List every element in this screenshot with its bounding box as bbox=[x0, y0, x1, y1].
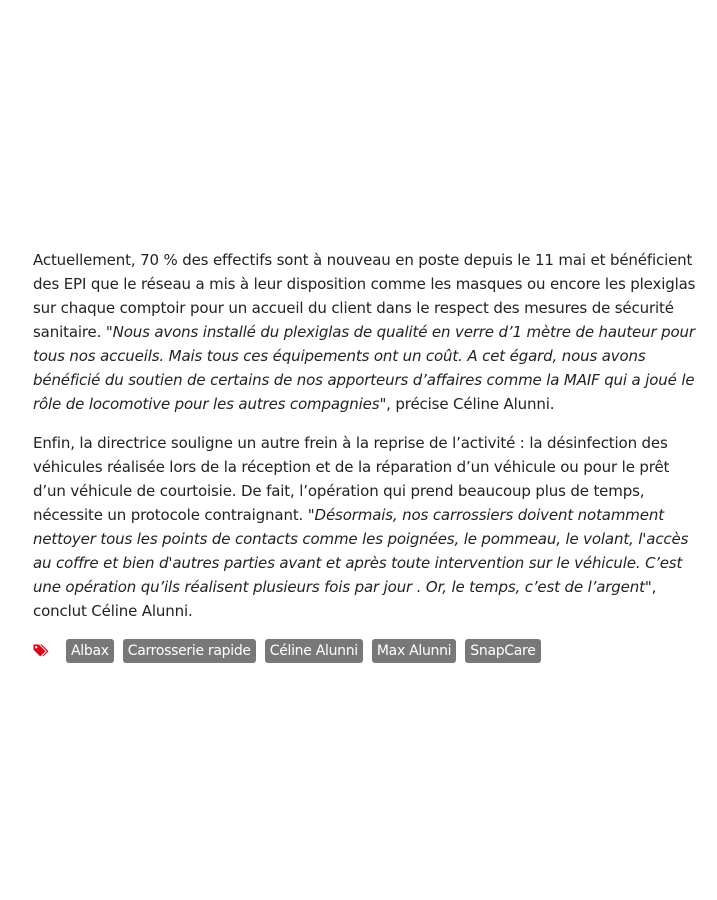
article-paragraph-1 bbox=[33, 248, 697, 416]
tags-icon bbox=[33, 643, 49, 659]
tag-link-snapcare[interactable]: SnapCare bbox=[465, 639, 540, 663]
tag-link-celine-alunni[interactable]: Céline Alunni bbox=[265, 639, 363, 663]
tag-link-albax[interactable]: Albax bbox=[66, 639, 114, 663]
tag-link-max-alunni[interactable]: Max Alunni bbox=[372, 639, 456, 663]
paragraph-2-quote: Désormais, nos carrossiers doivent notamment nettoyer tous les points de contacts comme les poignées, le pommeau, le volant, l'accès au coffre et bien d'autres parties avant et après toute intervention sur le véhicule. C’est une opération qu’ils réalisent plusieurs fois par jour . Or, le temps, c’est de l’argent bbox=[33, 506, 689, 596]
tag-link-carrosserie-rapide[interactable]: Carrosserie rapide bbox=[123, 639, 256, 663]
paragraph-2-tail: ", conclut Céline Alunni. bbox=[33, 578, 657, 620]
paragraph-1-quote: Nous avons installé du plexiglas de qualité en verre d’1 mètre de hauteur pour tous nos accueils. Mais tous ces équipements ont un coût. A cet égard, nous avons bénéficié du soutien de certains de nos apporteurs d’affaires comme la MAIF qui a joué le rôle de locomotive pour les autres compagnies bbox=[33, 323, 695, 413]
paragraph-1-tail: ", précise Céline Alunni. bbox=[379, 395, 555, 413]
tags-bar bbox=[33, 639, 541, 663]
paragraph-1-text: Actuellement, 70 % des effectifs sont à nouveau en poste depuis le 11 mai et bénéficient des EPI que le réseau a mis à leur disposition comme les masques ou encore les plexiglas sur chaque comptoir pour un accueil du client dans le respect des mesures de sécurité sanitaire. " bbox=[33, 251, 696, 341]
paragraph-2-text: Enfin, la directrice souligne un autre frein à la reprise de l’activité : la désinfection des véhicules réalisée lors de la réception et de la réparation d’un véhicule ou pour le prêt d’un véhicule de courtoisie. De fait, l’opération qui prend beaucoup plus de temps, nécessite un protocole contraignant. " bbox=[33, 434, 670, 524]
article-paragraph-2 bbox=[33, 431, 697, 623]
article-body bbox=[33, 248, 697, 623]
